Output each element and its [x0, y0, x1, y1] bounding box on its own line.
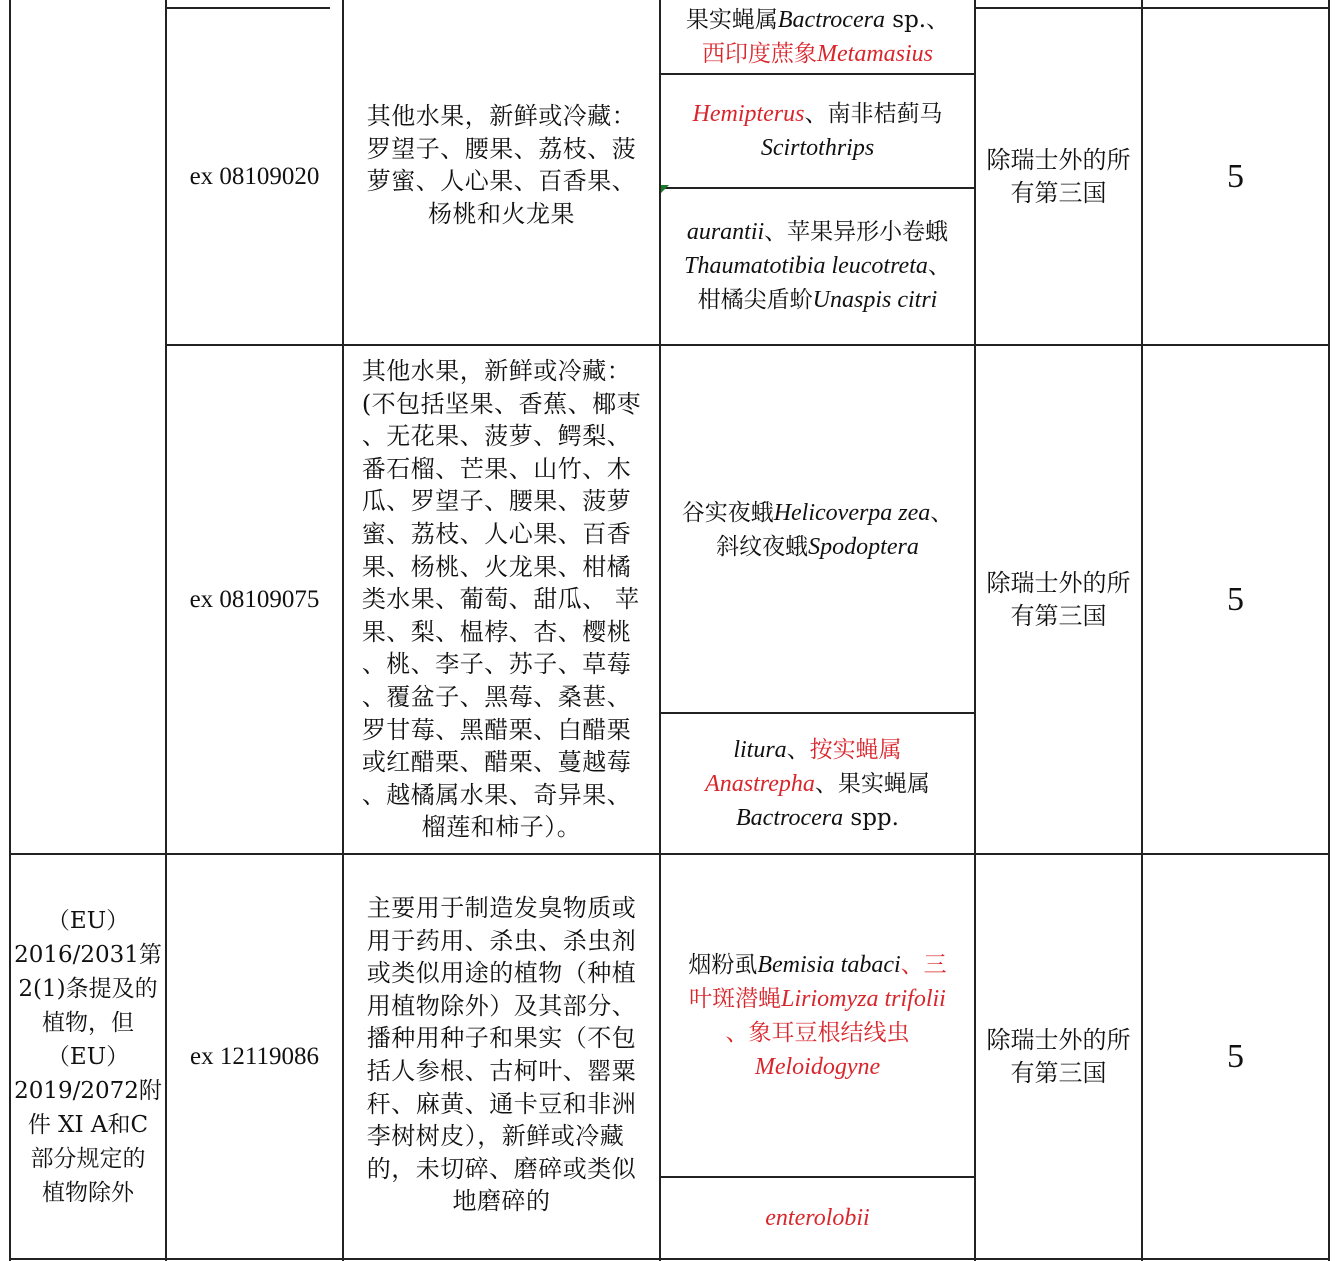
- pest-cell: 烟粉虱Bemisia tabaci、三 叶斑潜蝇Liriomyza trifolii 、象耳豆根结线虫 Meloidogyne: [688, 952, 947, 1080]
- hs-code-cell: [167, 855, 342, 1258]
- hs-code: ex 12119086: [190, 1042, 319, 1070]
- pest-cell: 果实蝇属Bactrocera sp.、 西印度蔗象Metamasius: [685, 6, 950, 67]
- product-description-cell: [344, 892, 659, 1232]
- hs-code-cell: [167, 346, 342, 853]
- origin-cell: 除瑞士外的所 有第三国: [986, 1025, 1131, 1087]
- frequency-cell: [1143, 9, 1328, 344]
- product-description: 其他水果，新鲜或冷藏： 罗望子、腰果、荔枝、菠 萝蜜、人心果、百香果、 杨桃和火龙果: [366, 102, 637, 228]
- frequency-cell: [1143, 855, 1328, 1258]
- product-description-cell: [344, 355, 659, 850]
- hs-code: ex 08109020: [189, 162, 320, 190]
- pest-cell: Hemipterus、南非桔蓟马 Scirtothrips: [692, 101, 943, 161]
- product-description-cell: [344, 100, 659, 245]
- hs-code-cell: [167, 9, 342, 344]
- regulation-cell: （EU） 2016/2031第 2(1)条提及的 植物，但 （EU） 2019/2072附 件 XI A和C 部分规定的 植物除外: [14, 907, 162, 1206]
- pest-cell: enterolobii: [765, 1205, 870, 1231]
- grid-line: [1328, 0, 1330, 1261]
- grid-line: [9, 1258, 1330, 1260]
- frequency-value: 5: [1227, 157, 1244, 195]
- product-description: 主要用于制造发臭物质或 用于药用、杀虫、杀虫剂 或类似用途的植物（种植 用植物除外）及其部分、 播种用种子和果实（不包 括人参根、古柯叶、罂粟 秆、麻黄、通卡豆和非洲 李树树皮），新鲜或冷藏 的，未切碎、磨碎或类似 地磨碎的: [366, 894, 637, 1216]
- hs-code: ex 08109075: [189, 585, 320, 613]
- origin-cell: 除瑞士外的所 有第三国: [986, 145, 1131, 207]
- pest-cell: litura、按实蝇属 Anastrepha、果实蝇属 Bactrocera spp.: [705, 736, 930, 831]
- product-description: 其他水果，新鲜或冷藏： (不包括坚果、香蕉、椰枣 、无花果、菠萝、鳄梨、 番石榴、芒果、山竹、木 瓜、罗望子、腰果、菠萝 蜜、荔枝、人心果、百香 果、杨桃、火龙果、柑橘 类水果、葡萄、甜瓜、 苹 果、梨、榅桲、杏、樱桃 、桃、李子、苏子、草莓 、覆盆子、黑莓、桑葚、 罗甘莓、黑醋栗、白醋栗 或红醋栗、醋栗、蔓越莓 、越橘属水果、奇异果、 榴莲和柿子）。: [361, 357, 642, 842]
- frequency-cell: [1143, 346, 1328, 853]
- frequency-value: 5: [1227, 580, 1244, 618]
- frequency-value: 5: [1227, 1037, 1244, 1075]
- pest-cell: 谷实夜蛾Helicoverpa zea、 斜纹夜蛾Spodoptera: [681, 500, 954, 560]
- pest-cell: aurantii、苹果异形小卷蛾 Thaumatotibia leucotreta、 柑橘尖盾蚧Unaspis citri: [684, 219, 951, 313]
- origin-cell: 除瑞士外的所 有第三国: [986, 568, 1131, 630]
